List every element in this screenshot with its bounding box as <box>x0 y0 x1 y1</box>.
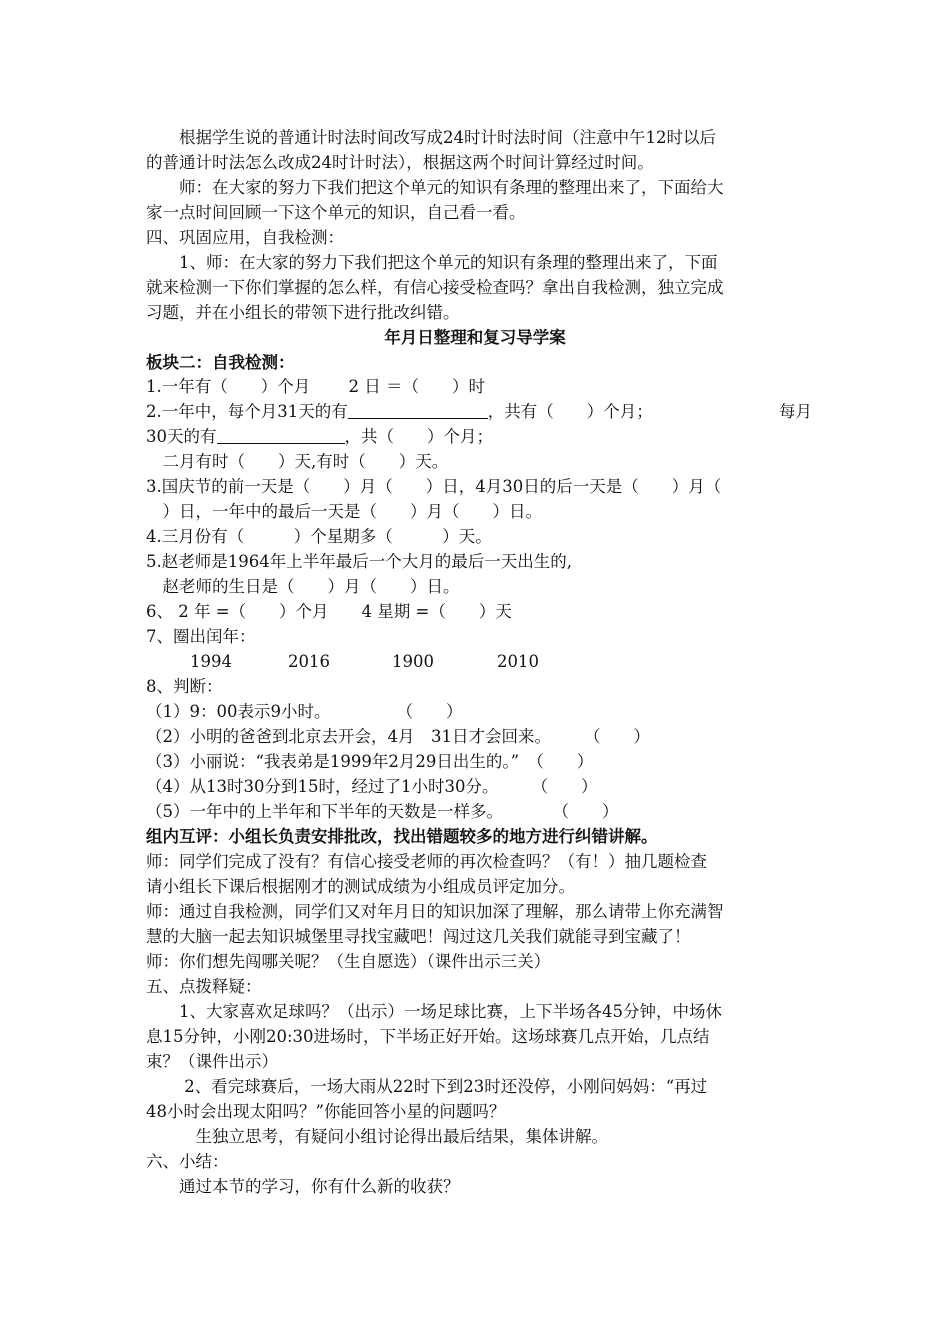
text-line: 1、师：在大家的努力下我们把这个单元的知识有条理的整理出来了，下面 <box>146 253 718 272</box>
text-line: 2、看完球赛后，一场大雨从22时下到23时还没停，小刚问妈妈：“再过 <box>146 1077 708 1096</box>
text-line: 通过本节的学习，你有什么新的收获？ <box>146 1177 460 1196</box>
judge-item: （1）9：00表示9小时。 （ ） <box>146 702 463 721</box>
answer-blank <box>217 427 345 444</box>
worksheet-title: 年月日整理和复习导学案 <box>384 328 566 347</box>
year-option: 2016 <box>288 652 330 671</box>
text-line: 请小组长下课后根据刚才的测试成绩为小组成员评定加分。 <box>146 877 575 896</box>
text-line: 生独立思考，有疑问小组讨论得出最后结果，集体讲解。 <box>146 1127 608 1146</box>
question-2-line-3: 二月有时（ ）天,有时（ ）天。 <box>146 452 449 471</box>
question-5: 5.赵老师是1964年上半年最后一个大月的最后一天出生的, <box>146 552 572 571</box>
question-4: 4.三月份有（ ）个星期多（ ）天。 <box>146 527 492 546</box>
judge-item: （5）一年中的上半年和下半年的天数是一样多。 （ ） <box>146 802 619 821</box>
section-heading: 六、小结： <box>146 1152 229 1171</box>
question-3: 3.国庆节的前一天是（ ）月（ ）日，4月30日的后一天是（ ）月（ <box>146 477 722 496</box>
text-line: 束？（课件出示） <box>146 1052 278 1071</box>
year-option: 2010 <box>497 652 539 671</box>
question-2-line-2: 30天的有 ，共（ ）个月； <box>146 427 493 446</box>
question-2: 2.一年中，每个月31天的有 ，共有（ ）个月； <box>146 402 653 421</box>
question-5-line-2: 赵老师的生日是（ ）月（ ）日。 <box>146 577 460 596</box>
text-line: 师：在大家的努力下我们把这个单元的知识有条理的整理出来了，下面给大 <box>146 178 724 197</box>
text-line: 息15分钟，小刚20:30进场时，下半场正好开始。这场球赛几点开始，几点结 <box>146 1027 710 1046</box>
section-heading: 四、巩固应用，自我检测： <box>146 228 344 247</box>
text-line: 家一点时间回顾一下这个单元的知识，自己看一看。 <box>146 203 526 222</box>
section-heading: 五、点拨释疑： <box>146 977 262 996</box>
answer-blank <box>348 402 488 419</box>
judge-item: （2）小明的爸爸到北京去开会，4月 31日才会回来。 （ ） <box>146 727 650 746</box>
peer-review-heading: 组内互评：小组长负责安排批改，找出错题较多的地方进行纠错讲解。 <box>146 827 658 846</box>
text-line: 的普通计时法怎么改成24时计时法），根据这两个时间计算经过时间。 <box>146 153 654 172</box>
text-line: 1、大家喜欢足球吗？（出示）一场足球比赛，上下半场各45分钟，中场休 <box>146 1002 722 1021</box>
text-line: 习题，并在小组长的带领下进行批改纠错。 <box>146 303 460 322</box>
question-3-line-2: ）日，一年中的最后一天是（ ）月（ ）日。 <box>146 502 542 521</box>
question-6: 6、 2 年 =（ ）个月 4 星期 =（ ）天 <box>146 602 512 621</box>
text-line: 就来检测一下你们掌握的怎么样，有信心接受检查吗？拿出自我检测，独立完成 <box>146 278 724 297</box>
question-8: 8、判断： <box>146 677 223 696</box>
text-line: 师：你们想先闯哪关呢？（生自愿选）（课件出示三关） <box>146 952 551 971</box>
year-option: 1994 <box>190 652 232 671</box>
text-line: 慧的大脑一起去知识城堡里寻找宝藏吧！闯过这几关我们就能寻到宝藏了！ <box>146 927 691 946</box>
text-line: 师：通过自我检测，同学们又对年月日的知识加深了理解，那么请带上你充满智 <box>146 902 724 921</box>
judge-item: （4）从13时30分到15时，经过了1小时30分。 （ ） <box>146 777 598 796</box>
question-7: 7、圈出闰年： <box>146 627 256 646</box>
text-line: 48小时会出现太阳吗？”你能回答小星的问题吗？ <box>146 1102 506 1121</box>
text-line: 根据学生说的普通计时法时间改写成24时计时法时间（注意中午12时以后 <box>146 128 716 147</box>
question-1: 1.一年有（ ）个月 2 日 ＝（ ）时 <box>146 377 485 396</box>
question-2-continued: 每月 <box>779 402 812 421</box>
judge-item: （3）小丽说：“我表弟是1999年2月29日出生的。” （ ） <box>146 752 594 771</box>
text-line: 师：同学们完成了没有？有信心接受老师的再次检查吗？（有！）抽几题检查 <box>146 852 707 871</box>
section-heading: 板块二：自我检测： <box>146 353 295 372</box>
year-option: 1900 <box>392 652 434 671</box>
